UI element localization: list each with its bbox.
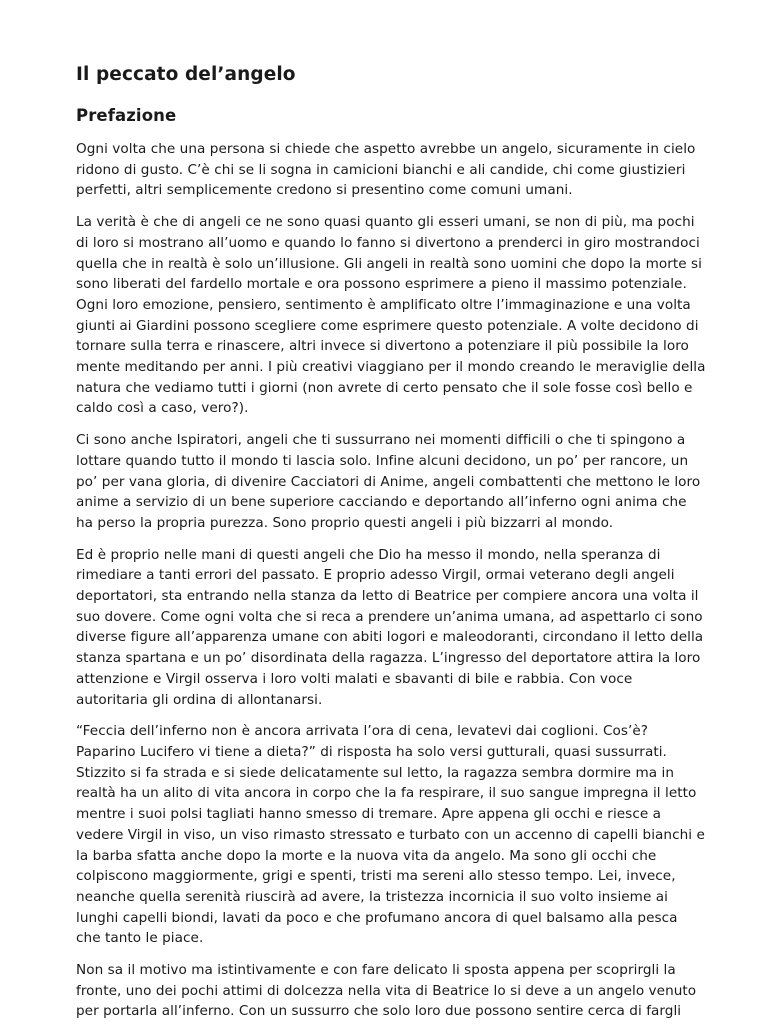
document-title: Il peccato del’angelo <box>76 64 296 85</box>
section-heading: Prefazione <box>76 106 177 125</box>
paragraph: Non sa il motivo ma istintivamente e con fare delicato li sposta appena per scoprirgli la fronte, uno dei pochi attimi di dolcezza nella vita di Beatrice lo si deve a un angelo venuto per portarla all’inferno. Con un sussurro che solo loro due possono sentire cerca di fargli <box>76 962 697 1020</box>
paragraph: Ogni volta che una persona si chiede che aspetto avrebbe un angelo, sicuramente in cielo ridono di gusto. C’è chi se li sogna in camicioni bianchi e ali candide, chi come giustizieri perfetti, altri semplicemente credono si presentino come comuni umani. <box>76 141 696 199</box>
document-page <box>76 62 706 1033</box>
paragraph: Ci sono anche Ispiratori, angeli che ti sussurrano nei momenti difficili o che ti spingono a lottare quando tutto il mondo ti lascia solo. Infine alcuni decidono, un po’ per rancore, un po’ per vana gloria, di divenire Cacciatori di Anime, angeli combattenti che mettono le loro anime a servizio di un bene superiore cacciando e deportando all’inferno ogni anima che ha perso la propria purezza. Sono proprio questi angeli i più bizzarri al mondo. <box>76 432 701 531</box>
paragraph: Ed è proprio nelle mani di questi angeli che Dio ha messo il mondo, nella speranza di rimediare a tanti errori del passato. E proprio adesso Virgil, ormai veterano degli angeli deportatori, sta entrando nella stanza da letto di Beatrice per compiere ancora una volta il suo dovere. Come ogni volta che si reca a prendere un’anima umana, ad aspettarlo ci sono diverse figure all’apparenza umane con abiti logori e maleodoranti, circondano il letto della stanza spartana e un po’ disordinata della ragazza. L’ingresso del deportatore attira la loro attenzione e Virgil osserva i loro volti malati e sbavanti di bile e rabbia. Con voce autoritaria gli ordina di allontanarsi. <box>76 546 704 708</box>
paragraph: La verità è che di angeli ce ne sono quasi quanto gli esseri umani, se non di più, ma pochi di loro si mostrano all’uomo e quando lo fanno si divertono a prenderci in giro mostrandoci quella che in realtà è solo un’illusione. Gli angeli in realtà sono uomini che dopo la morte si sono liberati del fardello mortale e ora possono esprimere a pieno il massimo potenziale. Ogni loro emozione, pensiero, sentimento è amplificato oltre l’immaginazione e una volta giunti ai Giardini possono scegliere come esprimere questo potenziale. A volte decidono di tornare sulla terra e rinascere, altri invece si divertono a potenziare il più possibile la loro mente meditando per anni. I più creativi viaggiano per il mondo creando le meraviglie della natura che vediamo tutti i giorni (non avrete di certo pensato che il sole fosse così bello e caldo così a caso, vero?). <box>76 214 706 417</box>
paragraph: “Feccia dell’inferno non è ancora arrivata l’ora di cena, levatevi dai coglioni. Cos’è? Paparino Lucifero vi tiene a dieta?” di risposta ha solo versi gutturali, quasi sussurrati. Stizzito si fa strada e si siede delicatamente sul letto, la ragazza sembra dormire ma in realtà ha un alito di vita ancora in corpo che la fa respirare, il suo sangue impregna il letto mentre i suoi polsi tagliati hanno smesso di tremare. Apre appena gli occhi e riesce a vedere Virgil in viso, un viso rimasto stressato e turbato con un accenno di capelli bianchi e la barba sfatta anche dopo la morte e la nuova vita da angelo. Ma sono gli occhi che colpiscono maggiormente, grigi e spenti, tristi ma sereni allo stesso tempo. Lei, invece, neanche quella serenità riuscirà ad avere, la tristezza incornicia il suo volto insieme ai lunghi capelli biondi, lavati da poco e che profumano ancora di quel balsamo alla pesca che tanto le piace. <box>76 723 705 947</box>
